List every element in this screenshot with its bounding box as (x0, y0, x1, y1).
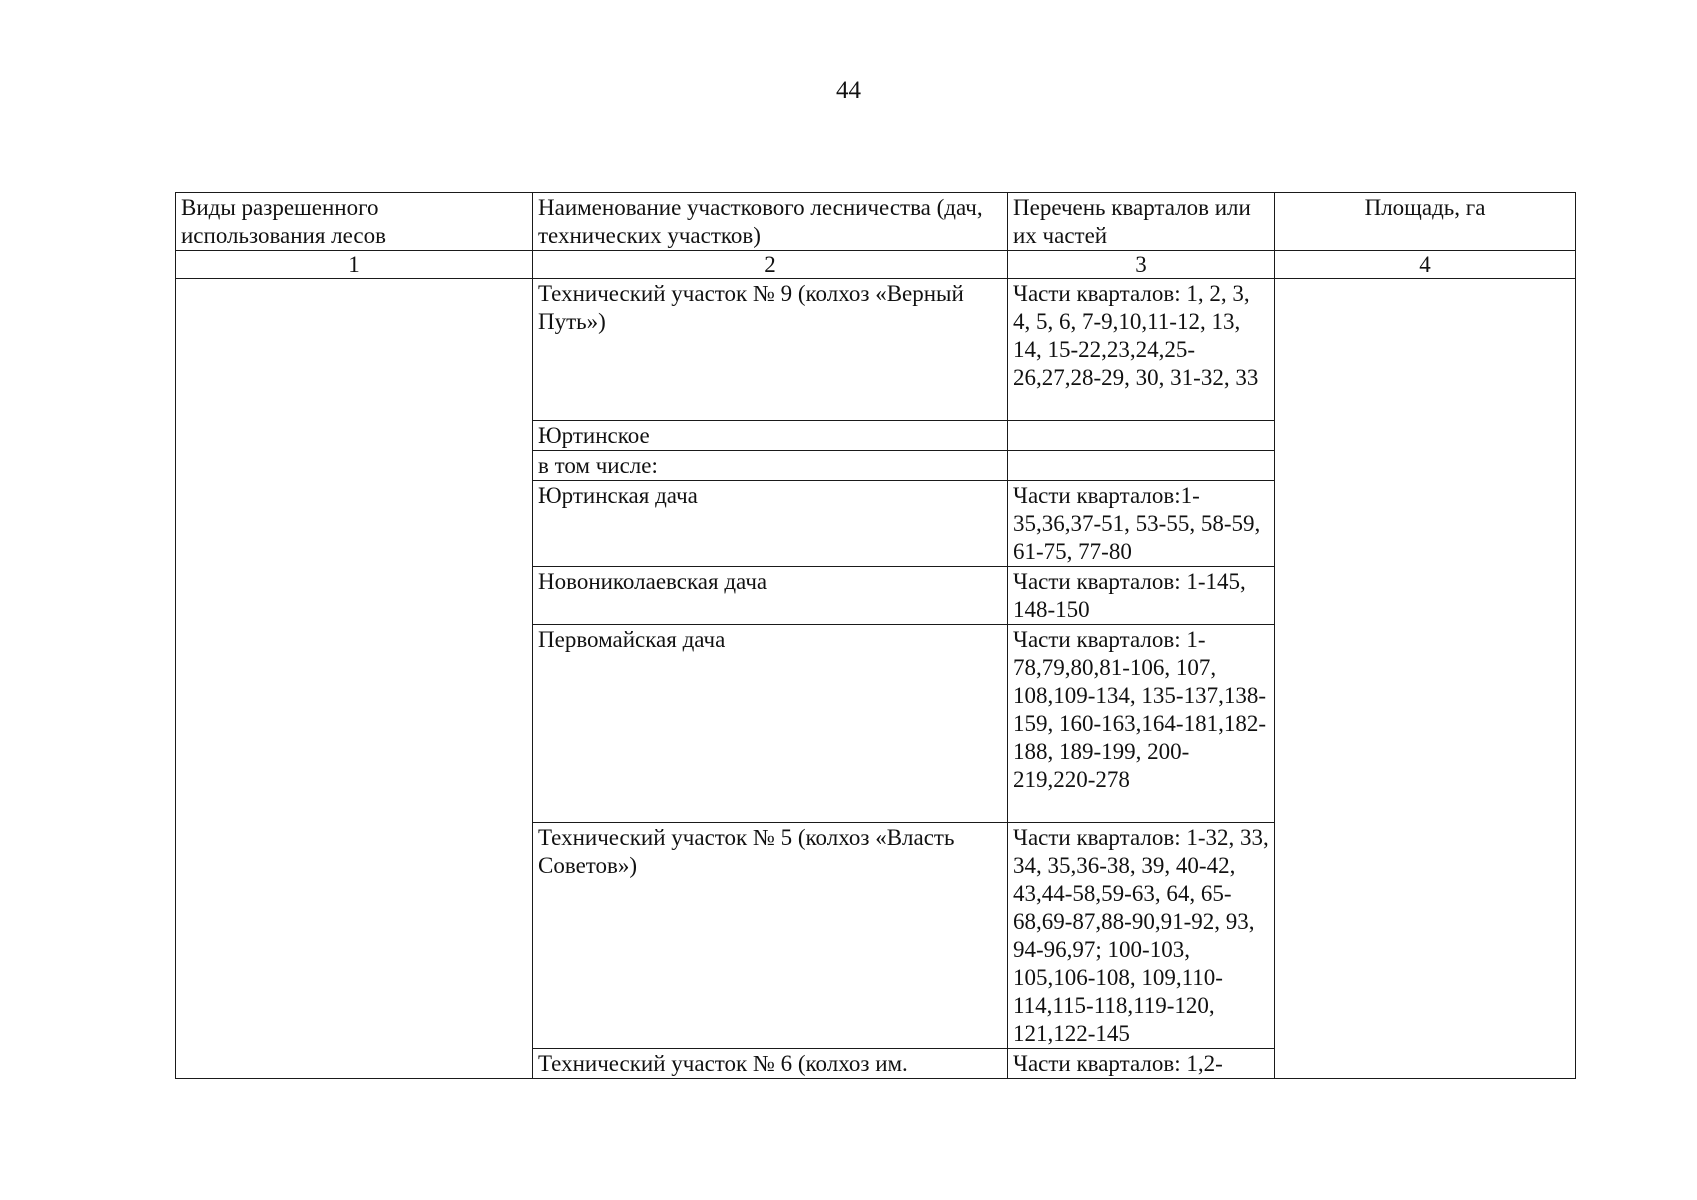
column-number: 2 (533, 251, 1008, 279)
column-number: 1 (176, 251, 533, 279)
header-row (176, 193, 1576, 251)
quarters-cell: Части кварталов: 1-145, 148-150 (1008, 567, 1275, 625)
forestry-name-cell: Технический участок № 5 (колхоз «Власть Советов») (533, 823, 1008, 1049)
forest-use-table (175, 192, 1576, 1079)
quarters-cell (1008, 421, 1275, 451)
forestry-name-cell: Технический участок № 9 (колхоз «Верный Путь») (533, 279, 1008, 421)
forestry-name-cell: Новониколаевская дача (533, 567, 1008, 625)
header-permitted-use: Виды разрешенного использования лесов (176, 193, 533, 251)
permitted-use-cell (176, 279, 533, 1079)
column-number: 4 (1275, 251, 1576, 279)
quarters-cell (1008, 451, 1275, 481)
quarters-cell: Части кварталов:1-35,36,37-51, 53-55, 58-59, 61-75, 77-80 (1008, 481, 1275, 567)
column-number-row (176, 251, 1576, 279)
quarters-cell: Части кварталов: 1, 2, 3, 4, 5, 6, 7-9,10,11-12, 13, 14, 15-22,23,24,25-26,27,28-29, 30, 31-32, 33 (1008, 279, 1275, 421)
forestry-name-cell: Юртинская дача (533, 481, 1008, 567)
page-number: 44 (836, 77, 861, 104)
forestry-name-cell: Технический участок № 6 (колхоз им. (533, 1049, 1008, 1079)
area-cell (1275, 279, 1576, 1079)
header-area: Площадь, га (1275, 193, 1576, 251)
quarters-cell: Части кварталов: 1-32, 33, 34, 35,36-38, 39, 40-42, 43,44-58,59-63, 64, 65-68,69-87,88-90,91-92, 93, 94-96,97; 100-103, 105,106-108, 109,110-114,115-118,119-120, 121,122-145 (1008, 823, 1275, 1049)
forestry-name-cell: Юртинское (533, 421, 1008, 451)
header-forestry-name: Наименование участкового лесничества (дач, технических участков) (533, 193, 1008, 251)
header-quarters-list: Перечень кварталов или их частей (1008, 193, 1275, 251)
forestry-name-cell: в том числе: (533, 451, 1008, 481)
forestry-name-cell: Первомайская дача (533, 625, 1008, 823)
column-number: 3 (1008, 251, 1275, 279)
table-row (176, 279, 1576, 421)
quarters-cell: Части кварталов: 1,2- (1008, 1049, 1275, 1079)
quarters-cell: Части кварталов: 1-78,79,80,81-106, 107, 108,109-134, 135-137,138-159, 160-163,164-181,182-188, 189-199, 200-219,220-278 (1008, 625, 1275, 823)
